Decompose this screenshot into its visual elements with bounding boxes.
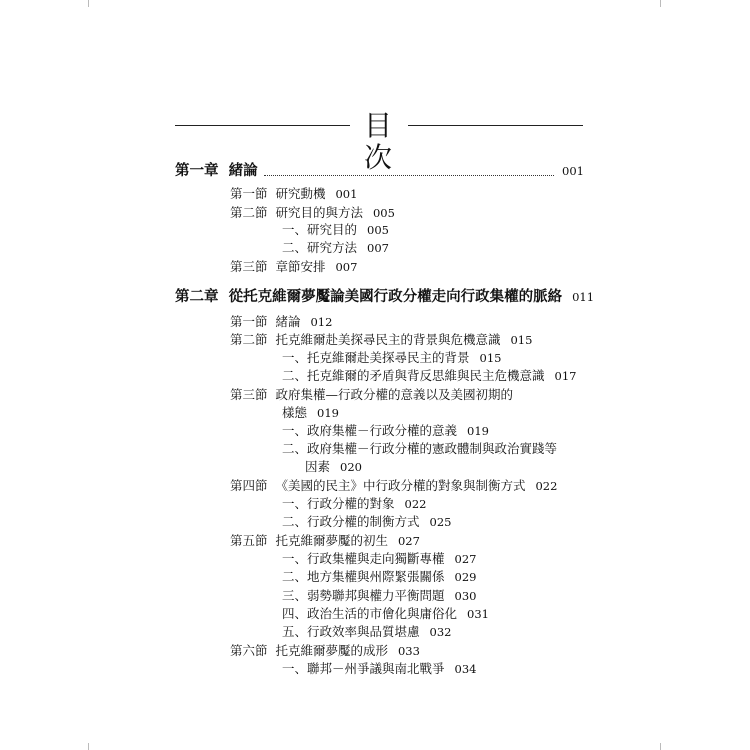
entry-title: 研究目的與方法 (275, 205, 363, 220)
toc-entry[interactable] (282, 514, 451, 530)
toc-entry[interactable] (230, 205, 395, 221)
entry-title-cont: 樣態 (282, 405, 308, 420)
entry-title: 一、政府集權－行政分權的意義 (282, 423, 458, 438)
dot-leader (264, 175, 554, 176)
entry-page: 007 (335, 260, 358, 274)
entry-title: 緒論 (275, 314, 301, 329)
entry-page: 020 (340, 460, 362, 474)
entry-title: 托克維爾赴美探尋民主的背景與危機意識 (275, 332, 501, 347)
entry-page: 017 (554, 369, 577, 383)
toc-entry[interactable] (230, 533, 420, 549)
entry-page: 025 (429, 515, 452, 529)
entry-title: 二、行政分權的制衡方式 (282, 514, 420, 529)
toc-entry[interactable] (282, 368, 576, 384)
entry-title: 二、政府集權－行政分權的憲政體制與政治實踐等 (282, 441, 558, 456)
page-title: 目次 (363, 109, 394, 174)
entry-title: 章節安排 (275, 259, 326, 274)
toc-entry[interactable] (282, 222, 389, 238)
chapter-heading[interactable] (175, 162, 258, 180)
toc-entry[interactable] (230, 332, 532, 348)
toc-entry[interactable] (282, 423, 489, 439)
section-label: 第五節 (230, 533, 268, 548)
chapter-page: 001 (562, 164, 584, 178)
toc-entry[interactable] (282, 588, 476, 604)
toc-entry-continuation[interactable] (305, 459, 362, 475)
entry-title: 一、行政分權的對象 (282, 496, 395, 511)
chapter-title: 緒論 (228, 162, 258, 179)
section-label: 第二節 (230, 205, 268, 220)
section-label: 第一節 (230, 314, 268, 329)
toc-entry-continuation[interactable] (282, 405, 339, 421)
chapter-heading[interactable] (175, 288, 594, 306)
entry-page: 019 (467, 424, 489, 438)
chapter-page: 011 (572, 290, 595, 304)
toc-entry[interactable] (230, 186, 357, 202)
chapter-title: 從托克維爾夢魘論美國行政分權走向行政集權的脈絡 (228, 288, 563, 305)
entry-title: 二、研究方法 (282, 240, 358, 255)
chapter-label: 第一章 (175, 162, 219, 179)
entry-page: 015 (479, 351, 502, 365)
toc-entry[interactable] (282, 551, 476, 567)
entry-title: 二、地方集權與州際緊張關係 (282, 569, 445, 584)
toc-entry[interactable] (282, 624, 451, 640)
entry-page: 029 (454, 570, 477, 584)
entry-title: 研究動機 (275, 186, 326, 201)
entry-page: 015 (510, 333, 533, 347)
entry-title: 三、弱勢聯邦與權力平衡問題 (282, 588, 445, 603)
toc-entry[interactable] (282, 496, 426, 512)
entry-title: 一、研究目的 (282, 222, 358, 237)
entry-page: 030 (454, 589, 477, 603)
entry-page: 005 (367, 223, 389, 237)
toc-entry[interactable] (282, 569, 476, 585)
toc-entry[interactable] (282, 350, 501, 366)
toc-entry[interactable] (282, 240, 389, 256)
entry-page: 034 (454, 662, 477, 676)
toc-entry[interactable] (282, 606, 489, 622)
section-label: 第四節 (230, 478, 268, 493)
chapter-label: 第二章 (175, 288, 219, 305)
toc-entry[interactable] (230, 478, 557, 494)
toc-entry[interactable] (230, 314, 332, 330)
section-label: 第二節 (230, 332, 268, 347)
entry-title: 四、政治生活的市儈化與庸俗化 (282, 606, 458, 621)
entry-title: 一、托克維爾赴美探尋民主的背景 (282, 350, 470, 365)
section-label: 第一節 (230, 186, 268, 201)
entry-page: 022 (535, 479, 558, 493)
entry-page: 001 (335, 187, 358, 201)
entry-page: 027 (397, 534, 420, 548)
entry-page: 007 (367, 241, 389, 255)
entry-title: 二、托克維爾的矛盾與背反思維與民主危機意識 (282, 368, 545, 383)
entry-title: 政府集權—行政分權的意義以及美國初期的 (275, 387, 513, 402)
entry-page: 022 (404, 497, 427, 511)
entry-page: 027 (454, 552, 477, 566)
entry-page: 031 (467, 607, 489, 621)
toc-entry[interactable] (230, 259, 357, 275)
entry-page: 033 (397, 644, 420, 658)
entry-title: 一、行政集權與走向獨斷專權 (282, 551, 445, 566)
section-label: 第三節 (230, 259, 268, 274)
entry-title: 托克維爾夢魘的成形 (275, 643, 388, 658)
entry-page: 032 (429, 625, 452, 639)
entry-page: 019 (317, 406, 339, 420)
entry-title: 《美國的民主》中行政分權的對象與制衡方式 (275, 478, 526, 493)
toc-entry[interactable] (230, 387, 513, 403)
toc-entry[interactable] (230, 643, 420, 659)
section-label: 第六節 (230, 643, 268, 658)
entry-title: 托克維爾夢魘的初生 (275, 533, 388, 548)
section-label: 第三節 (230, 387, 268, 402)
toc-entry[interactable] (282, 661, 476, 677)
entry-title: 五、行政效率與品質堪慮 (282, 624, 420, 639)
toc-entry[interactable] (282, 441, 557, 457)
entry-page: 012 (310, 315, 333, 329)
entry-title: 一、聯邦－州爭議與南北戰爭 (282, 661, 445, 676)
entry-title-cont: 因素 (305, 459, 331, 474)
entry-page: 005 (372, 206, 395, 220)
